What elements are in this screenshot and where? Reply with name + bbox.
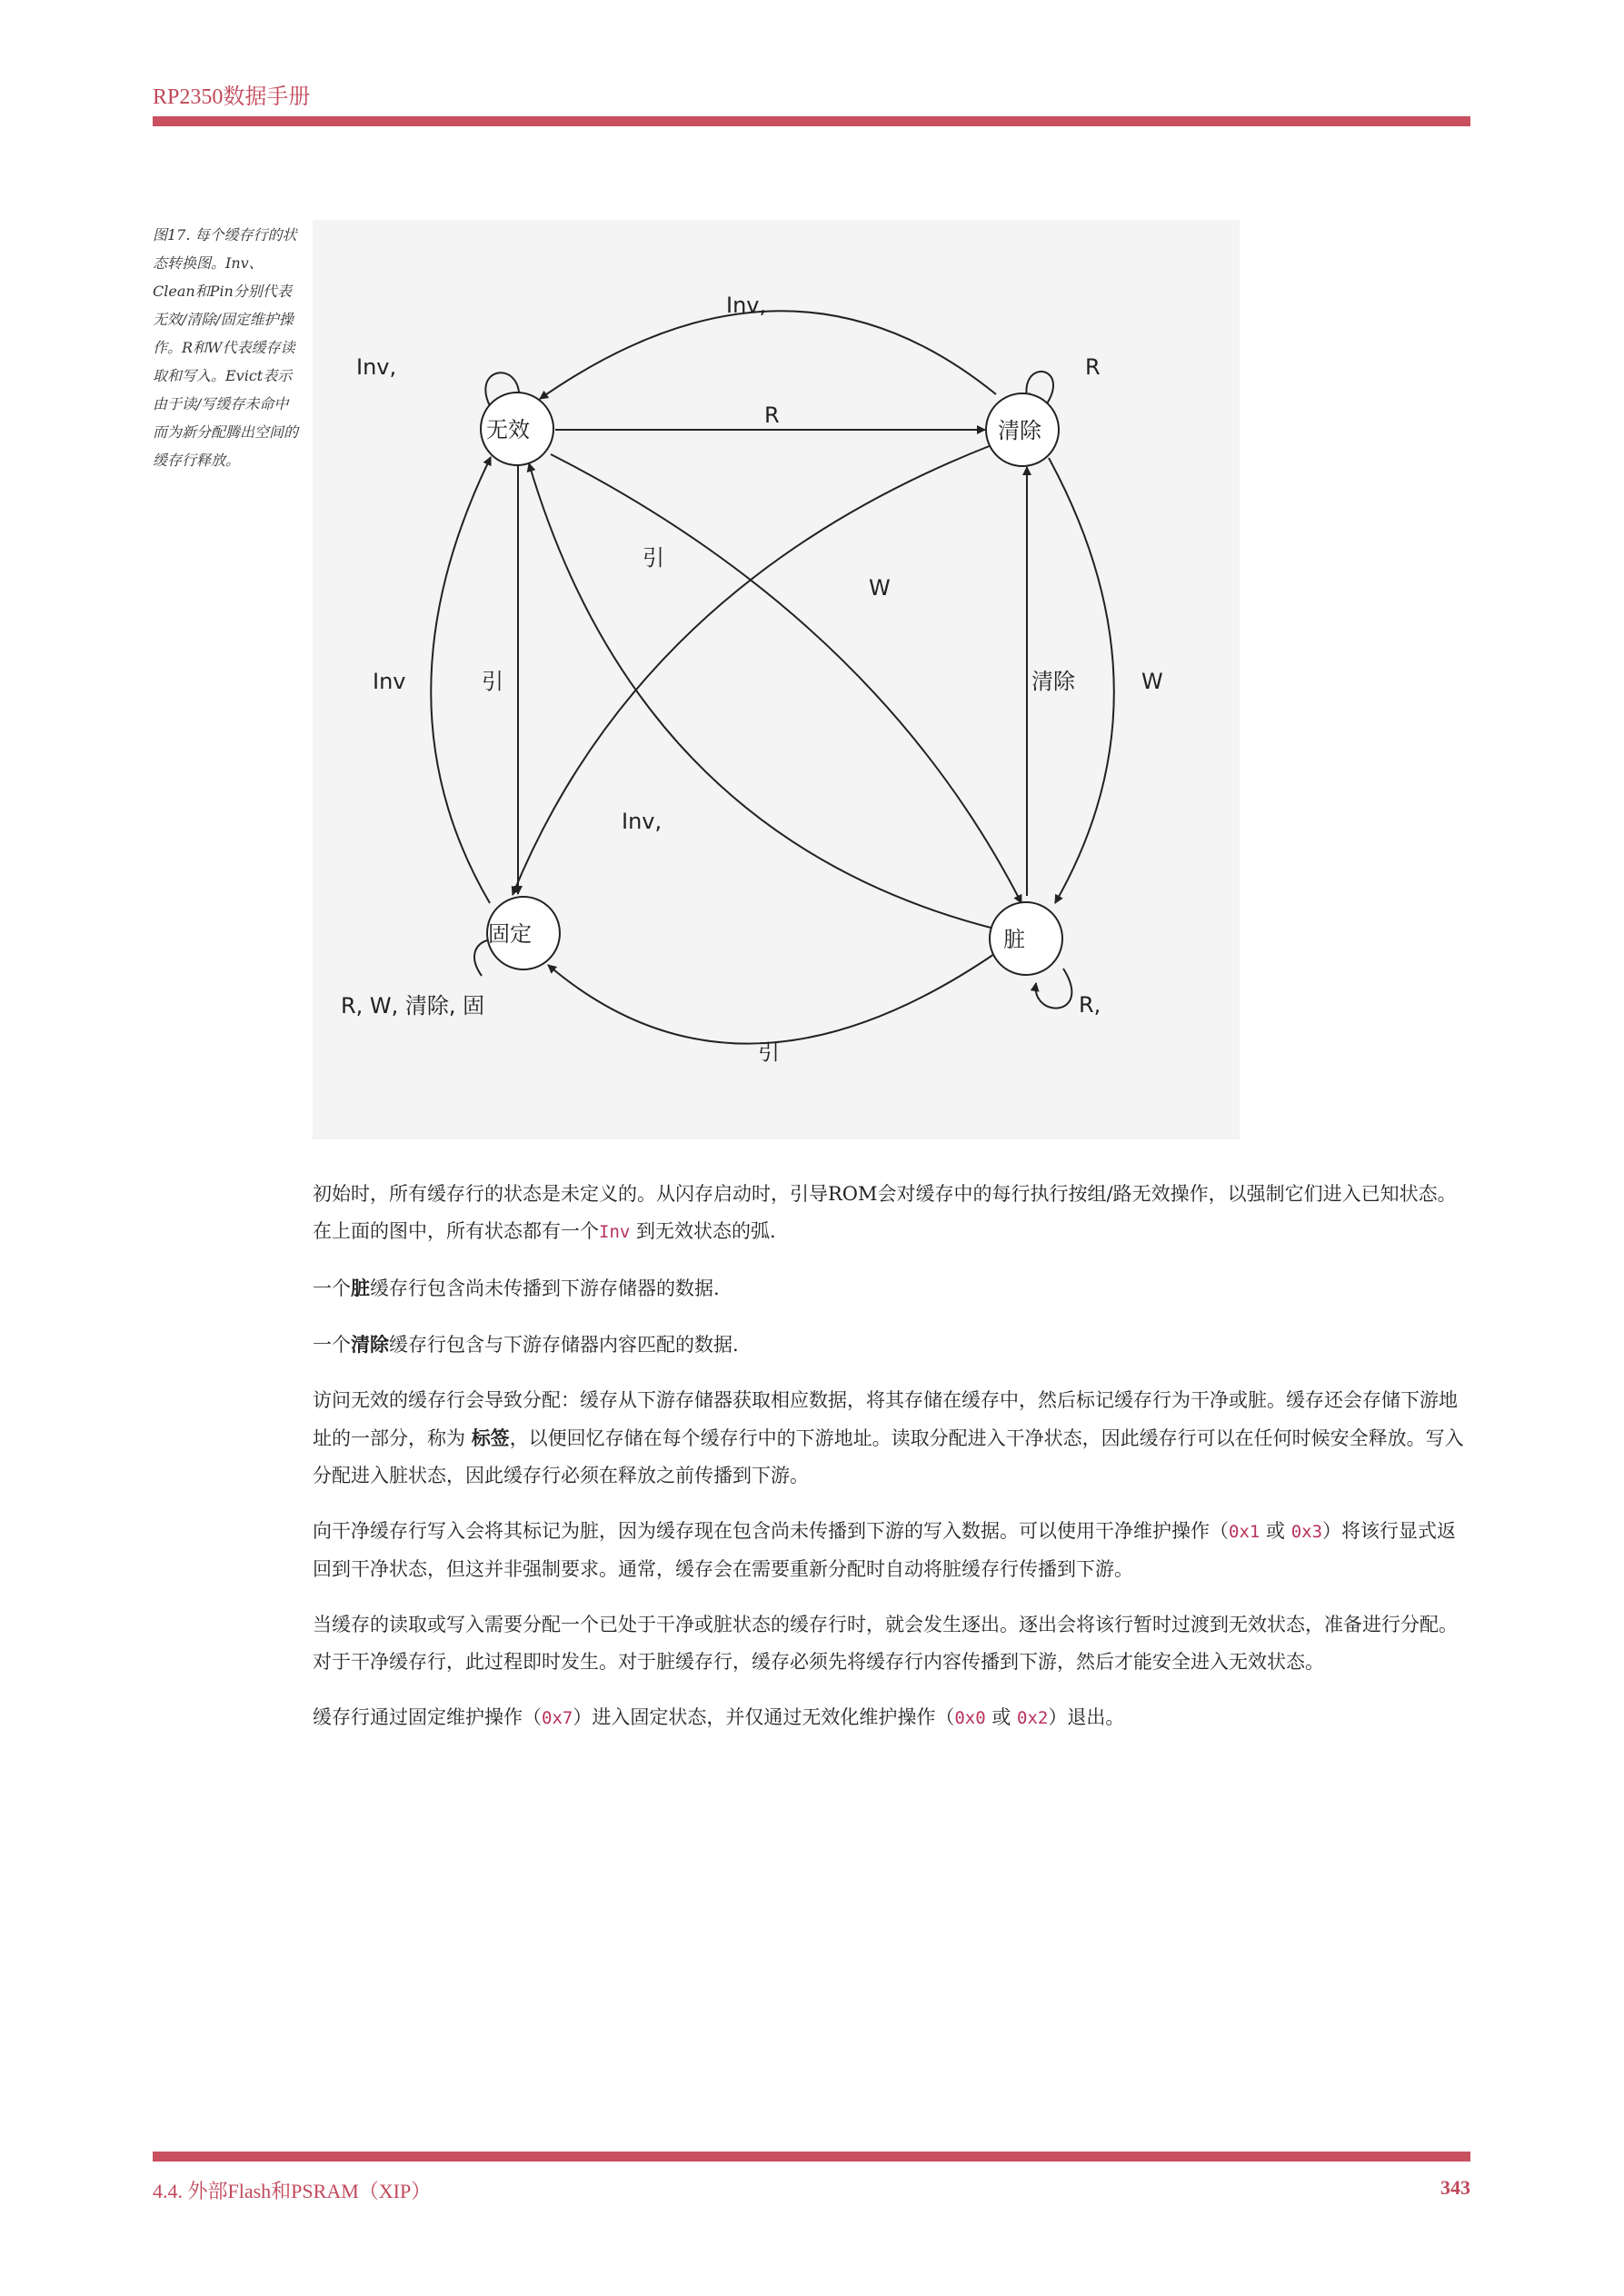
- label-w-diag: W: [869, 575, 891, 601]
- edge-dirty-to-pinned: [548, 952, 997, 1044]
- footer-section-title: 4.4. 外部Flash和PSRAM（XIP）: [153, 2180, 432, 2202]
- label-inv-top: Inv,: [726, 293, 767, 318]
- edge-clean-to-pinned: [513, 445, 991, 895]
- inline-code: Inv: [599, 1222, 631, 1242]
- figure-caption: 图17. 每个缓存行的状态转换图。Inv、Clean和Pin分别代表无效/清除/固定维护操作。R和W代表缓存读取和写入。Evict表示由于读/写缓存未命中而为新分配腾出空间的缓存行释放。: [153, 226, 299, 469]
- inline-code: 0x2: [1017, 1708, 1049, 1728]
- term-dirty: 脏: [351, 1277, 370, 1299]
- label-inv-self: Inv,: [356, 354, 397, 380]
- state-clean-label: 清除: [998, 418, 1041, 443]
- paragraph-4: 访问无效的缓存行会导致分配：缓存从下游存储器获取相应数据，将其存储在缓存中，然后标记缓存行为干净或脏。缓存还会存储下游地址的一部分，称为 标签，以便回忆存储在每个缓存行中的下游地址。读取分配进入干净状态，因此缓存行可以在任何时候安全释放。写入分配进入脏状态，因此缓存行必须在释放之前传播到下游。: [313, 1389, 1464, 1486]
- edge-dirty-to-invalid: [529, 463, 994, 929]
- document-header-title: RP2350数据手册: [153, 85, 311, 109]
- state-diagram-svg: [313, 220, 1240, 1139]
- edge-invalid-to-dirty: [551, 454, 1021, 903]
- inline-code: 0x3: [1290, 1522, 1323, 1542]
- term-clean: 清除: [351, 1333, 389, 1356]
- inline-code: 0x0: [954, 1708, 986, 1728]
- state-dirty-label: 脏: [1003, 927, 1025, 952]
- label-pinned-self: R, W, 清除, 固: [341, 993, 485, 1019]
- label-dirty-self: R,: [1079, 992, 1101, 1018]
- edge-clean-to-invalid: [540, 311, 996, 399]
- footer-rule: [153, 2152, 1470, 2162]
- page-number: 343: [1440, 2176, 1470, 2199]
- state-pinned-label: 固定: [488, 921, 532, 947]
- paragraph-2: 一个脏缓存行包含尚未传播到下游存储器的数据.: [313, 1277, 720, 1299]
- inline-code: 0x1: [1229, 1522, 1260, 1542]
- body-text: [313, 1176, 1472, 1755]
- label-pin-bottom: 引: [758, 1039, 780, 1065]
- header-rule: [153, 116, 1470, 126]
- label-w-right: W: [1141, 669, 1163, 694]
- paragraph-7: 缓存行通过固定维护操作（0x7）进入固定状态，并仅通过无效化维护操作（0x0 或 0x2）退出。: [313, 1706, 1125, 1728]
- paragraph-5: 向干净缓存行写入会将其标记为脏，因为缓存现在包含尚未传播到下游的写入数据。可以使用干净维护操作（0x1 或 0x3）将该行显式返回到干净状态，但这并非强制要求。通常，缓存会在需要重新分配时自动将脏缓存行传播到下游。: [313, 1520, 1457, 1580]
- state-dirty-node: [990, 902, 1062, 975]
- label-r-mid: R: [764, 403, 780, 428]
- term-tag: 标签: [471, 1426, 510, 1449]
- paragraph-1: 初始时，所有缓存行的状态是未定义的。从闪存启动时，引导ROM会对缓存中的每行执行按组/路无效操作，以强制它们进入已知状态。在上面的图中，所有状态都有一个Inv 到无效状态的弧.: [313, 1183, 1457, 1242]
- label-pin-cross: 引: [643, 545, 664, 571]
- label-r-self: R: [1085, 354, 1101, 380]
- label-inv-left: Inv: [373, 669, 406, 694]
- label-inv-cross: Inv,: [622, 809, 663, 834]
- state-diagram: [313, 220, 1240, 1139]
- inline-code: 0x7: [542, 1708, 573, 1728]
- label-pin-down: 引: [482, 669, 503, 694]
- state-invalid-label: 无效: [486, 417, 530, 442]
- paragraph-3: 一个清除缓存行包含与下游存储器内容匹配的数据.: [313, 1333, 739, 1356]
- loop-dirty: [1036, 969, 1072, 1009]
- label-clean-up: 清除: [1031, 669, 1075, 694]
- paragraph-6: 当缓存的读取或写入需要分配一个已处于干净或脏状态的缓存行时，就会发生逐出。逐出会将该行暂时过渡到无效状态，准备进行分配。对于干净缓存行，此过程即时发生。对于脏缓存行，缓存必须先将缓存行内容传播到下游，然后才能安全进入无效状态。: [313, 1614, 1458, 1673]
